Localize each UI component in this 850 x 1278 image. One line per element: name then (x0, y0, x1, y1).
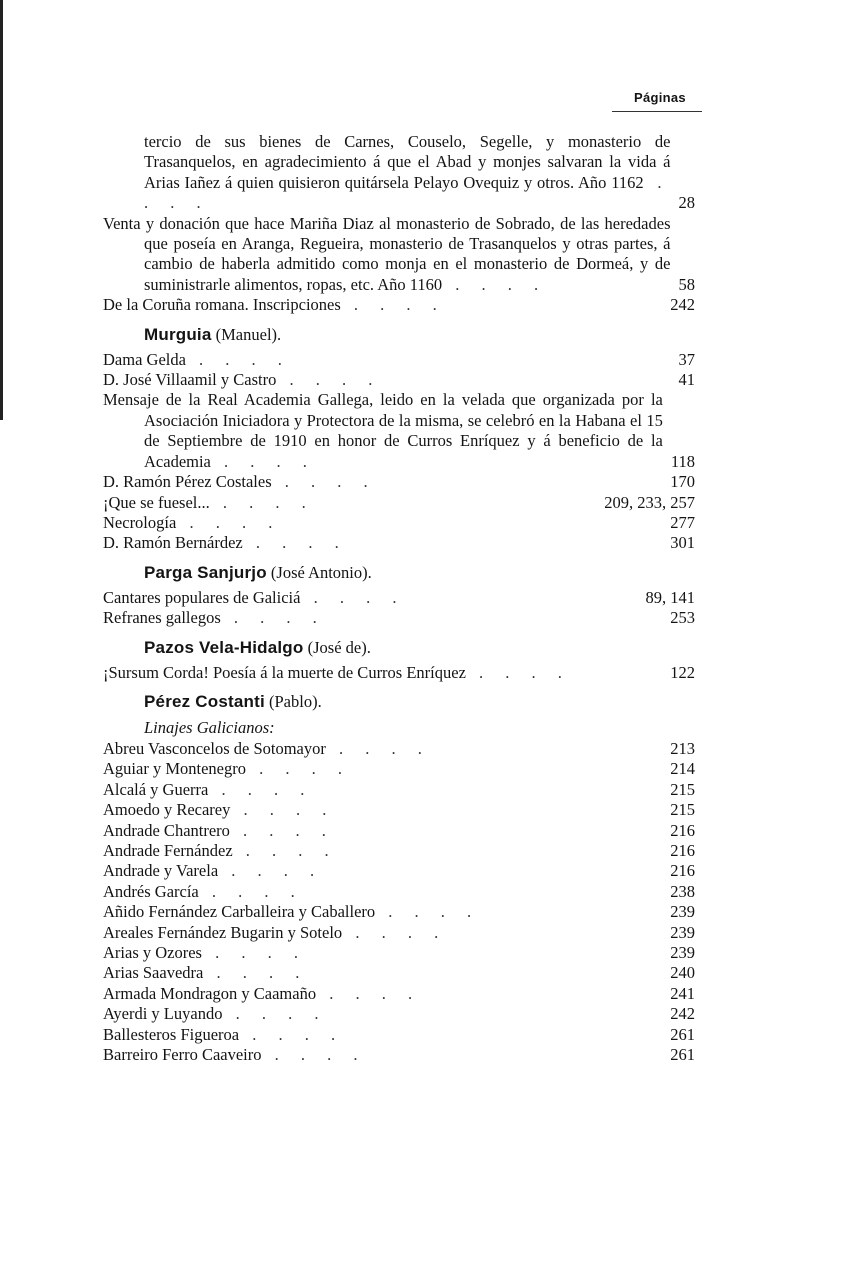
index-entry (103, 295, 695, 315)
dot-leader: . . . . (144, 172, 671, 213)
index-entry (103, 663, 695, 683)
dot-leader: . . . . (325, 738, 431, 758)
dot-leader: . . . . (229, 820, 335, 840)
entry-pages: 239 (670, 922, 695, 942)
dot-leader: . . . . (245, 759, 351, 779)
author-given-name: (Manuel). (215, 324, 282, 344)
dot-leader: . . . . (203, 963, 309, 983)
index-entry (103, 780, 695, 800)
dot-leader: . . . . (185, 349, 291, 369)
index-entry (103, 132, 695, 214)
entry-title: Venta y donación que hace Mariña Diaz al monasterio de Sobrado, de las heredades que poseía en Aranga, Regueira, monasterio de Trasanquelos y otras partes, á cambio de haberla admitido como monja en el monasterio de Dormeá, y de suministrarle alimentos, ropas, etc. Año 1160 . . . . (103, 213, 671, 294)
entry-pages: 37 (678, 349, 695, 369)
dot-leader: . . . . (232, 840, 338, 860)
dot-leader: . . . . (242, 533, 348, 553)
page-header-title: Páginas (634, 90, 686, 105)
dot-leader: . . . . (209, 492, 315, 512)
entry-pages: 277 (670, 512, 695, 532)
author-surname: Pérez Costanti (144, 691, 265, 711)
entry-title: Refranes gallegos . . . . (103, 608, 326, 628)
author-surname: Pazos Vela-Hidalgo (144, 637, 304, 657)
author-surname: Parga Sanjurjo (144, 562, 267, 582)
dot-leader: . . . . (271, 472, 377, 492)
entry-title: Barreiro Ferro Caaveiro . . . . (103, 1045, 367, 1065)
author-given-name: (José Antonio). (270, 562, 372, 582)
section-subheading: Linajes Galicianos: (144, 717, 275, 737)
entry-pages: 28 (678, 193, 695, 213)
dot-leader: . . . . (340, 295, 446, 315)
index-entry (103, 923, 695, 943)
index-entry (103, 821, 695, 841)
entry-title: Cantares populares de Galiciá . . . . (103, 587, 406, 607)
dot-leader: . . . . (218, 861, 324, 881)
entry-pages: 253 (670, 608, 695, 628)
dot-leader: . . . . (220, 608, 326, 628)
index-entry (103, 472, 695, 492)
dot-leader: . . . . (210, 451, 316, 471)
entry-title: Areales Fernández Bugarin y Sotelo . . . . (103, 922, 448, 942)
entry-pages: 238 (670, 881, 695, 901)
dot-leader: . . . . (222, 1004, 328, 1024)
entry-pages: 216 (670, 861, 695, 881)
entry-title: Ayerdi y Luyando . . . . (103, 1004, 328, 1024)
entry-title: D. Ramón Pérez Costales . . . . (103, 472, 377, 492)
entry-pages: 214 (670, 759, 695, 779)
header-rule (612, 111, 702, 112)
index-entry (103, 759, 695, 779)
dot-leader: . . . . (230, 800, 336, 820)
linajes-list (103, 739, 695, 1066)
index-entry (103, 882, 695, 902)
entry-pages: 242 (670, 1004, 695, 1024)
entry-title: Andrade Fernández . . . . (103, 840, 338, 860)
index-entry (103, 800, 695, 820)
dot-leader: . . . . (465, 662, 571, 682)
entry-pages: 216 (670, 820, 695, 840)
entry-title: Amoedo y Recarey . . . . (103, 800, 336, 820)
index-entry (103, 588, 695, 608)
entry-pages: 122 (670, 662, 695, 682)
entry-pages: 170 (670, 472, 695, 492)
entry-pages: 213 (670, 738, 695, 758)
entry-pages: 209, 233, 257 (604, 492, 695, 512)
entry-title: Necrología . . . . (103, 512, 282, 532)
index-content (103, 132, 695, 1065)
index-entry (103, 1025, 695, 1045)
index-entry (103, 861, 695, 881)
index-entry (103, 841, 695, 861)
dot-leader: . . . . (198, 881, 304, 901)
entry-title: Andrade y Varela . . . . (103, 861, 324, 881)
dot-leader: . . . . (442, 274, 548, 294)
dot-leader: . . . . (316, 983, 422, 1003)
index-entry (103, 533, 695, 553)
author-heading (103, 562, 695, 584)
index-entry (103, 513, 695, 533)
entry-pages: 41 (678, 370, 695, 390)
author-heading (103, 637, 695, 659)
dot-leader: . . . . (208, 779, 314, 799)
dot-leader: . . . . (261, 1045, 367, 1065)
dot-leader: . . . . (300, 587, 406, 607)
entry-pages: 239 (670, 943, 695, 962)
entry-title: Ballesteros Figueroa . . . . (103, 1024, 345, 1044)
entry-pages: 58 (678, 274, 695, 294)
entry-title: Alcalá y Guerra . . . . (103, 779, 314, 799)
author-given-name: (José de). (307, 637, 371, 657)
entry-pages: 216 (670, 840, 695, 860)
author-heading (103, 691, 695, 713)
index-entry (103, 390, 695, 472)
entry-pages: 215 (670, 800, 695, 820)
dot-leader: . . . . (239, 1024, 345, 1044)
entry-pages: 89, 141 (645, 587, 695, 607)
index-entry (103, 214, 695, 296)
index-entry (103, 350, 695, 370)
entry-pages: 118 (670, 451, 695, 471)
entry-pages: 261 (670, 1024, 695, 1044)
entry-title: ¡Que se fuesel... . . . . (103, 492, 315, 512)
entry-title: Arias y Ozores . . . . (103, 943, 307, 962)
index-entry (103, 493, 695, 513)
entry-pages: 261 (670, 1045, 695, 1065)
entry-title: Aguiar y Montenegro . . . . (103, 759, 351, 779)
entry-title: Dama Gelda . . . . (103, 349, 291, 369)
dot-leader: . . . . (375, 902, 481, 922)
dot-leader: . . . . (276, 370, 382, 390)
index-entry (103, 963, 695, 983)
entry-pages: 240 (670, 963, 695, 983)
author-given-name: (Pablo). (269, 691, 322, 711)
entry-title: De la Coruña romana. Inscripciones . . . . (103, 295, 446, 315)
index-entry (103, 984, 695, 1004)
entry-title: Andrade Chantrero . . . . (103, 820, 335, 840)
index-entry (103, 943, 695, 963)
entry-pages: 215 (670, 779, 695, 799)
index-entry (103, 370, 695, 390)
dot-leader: . . . . (201, 943, 307, 962)
entry-title: Armada Mondragon y Caamaño . . . . (103, 983, 422, 1003)
entry-pages: 301 (670, 533, 695, 553)
entry-title: D. José Villaamil y Castro . . . . (103, 370, 382, 390)
page-edge-shadow (0, 0, 3, 420)
entry-title: Arias Saavedra . . . . (103, 963, 309, 983)
index-entry (103, 739, 695, 759)
entry-pages: 242 (670, 295, 695, 315)
dot-leader: . . . . (342, 922, 448, 942)
index-entry (103, 1045, 695, 1065)
entry-title: Mensaje de la Real Academia Gallega, leido en la velada que organizada por la Asociación Iniciadora y Protectora de la misma, se celebró en la Habana el 15 de Septiembre de 1910 en honor de Curros Enríquez y á beneficio de la Academia . . . . (103, 390, 663, 471)
dot-leader: . . . . (176, 512, 282, 532)
entry-title: ¡Sursum Corda! Poesía á la muerte de Curros Enríquez . . . . (103, 662, 571, 682)
entry-title: Añido Fernández Carballeira y Caballero . . . . (103, 902, 481, 922)
entry-title: Andrés García . . . . (103, 881, 304, 901)
entry-pages: 241 (670, 983, 695, 1003)
author-surname: Murguia (144, 324, 212, 344)
entry-title: Abreu Vasconcelos de Sotomayor . . . . (103, 738, 431, 758)
index-entry (103, 902, 695, 922)
entry-title: D. Ramón Bernárdez . . . . (103, 533, 348, 553)
index-entry (103, 608, 695, 628)
author-heading (103, 324, 695, 346)
entry-title: tercio de sus bienes de Carnes, Couselo, Segelle, y monasterio de Trasanquelos, en agradecimiento á que el Abad y monjes salvaran la vida á Arias Iañez á quien quisieron quitársela Pelayo Ovequiz y otros. Año 1162 . . . . (144, 132, 671, 213)
entry-pages: 239 (670, 902, 695, 922)
index-entry (103, 1004, 695, 1024)
